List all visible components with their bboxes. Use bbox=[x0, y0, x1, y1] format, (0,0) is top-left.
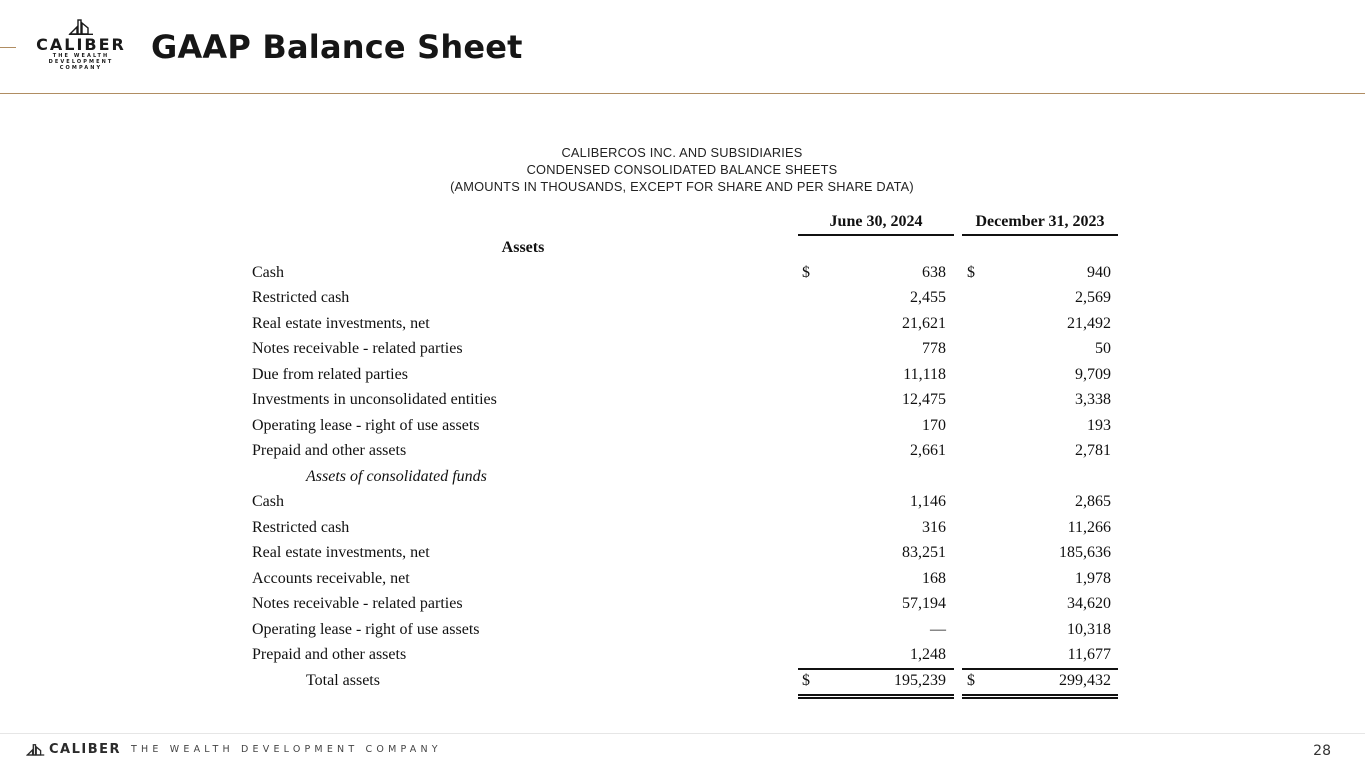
row-label: Cash bbox=[252, 264, 284, 281]
row-value-june-2024: 57,194 bbox=[902, 595, 946, 612]
row-value-june-2024: 1,146 bbox=[910, 493, 946, 510]
row-label: Real estate investments, net bbox=[252, 544, 430, 561]
row-value-june-2024: 778 bbox=[922, 340, 946, 357]
column-header-june-2024: June 30, 2024 bbox=[829, 213, 923, 230]
row-label: Due from related parties bbox=[252, 366, 408, 383]
page-title: GAAP Balance Sheet bbox=[151, 28, 523, 66]
column-header-underline bbox=[798, 234, 954, 236]
row-value-dec-2023: 1,978 bbox=[1075, 570, 1111, 587]
row-value-june-2024: 1,248 bbox=[910, 646, 946, 663]
row-value-dec-2023: 185,636 bbox=[1059, 544, 1111, 561]
row-value-june-2024: 638 bbox=[922, 264, 946, 281]
row-value-dec-2023: 11,677 bbox=[1067, 646, 1111, 663]
row-label: Restricted cash bbox=[252, 289, 350, 306]
total-assets-june-2024: 195,239 bbox=[894, 672, 946, 689]
total-double-rule bbox=[798, 697, 954, 699]
row-value-dec-2023: 940 bbox=[1087, 264, 1111, 281]
total-assets-label: Total assets bbox=[306, 672, 380, 689]
currency-symbol: $ bbox=[967, 672, 975, 689]
currency-symbol: $ bbox=[802, 672, 810, 689]
row-value-june-2024: 12,475 bbox=[902, 391, 946, 408]
row-label: Cash bbox=[252, 493, 284, 510]
row-label: Prepaid and other assets bbox=[252, 646, 407, 663]
row-label: Accounts receivable, net bbox=[252, 570, 410, 587]
row-value-june-2024: 21,621 bbox=[902, 315, 946, 332]
footer-divider bbox=[0, 733, 1365, 734]
footer-tagline: THE WEALTH DEVELOPMENT COMPANY bbox=[131, 744, 442, 755]
row-label: Notes receivable - related parties bbox=[252, 340, 463, 357]
row-value-june-2024: 168 bbox=[922, 570, 946, 587]
total-double-rule bbox=[962, 697, 1118, 699]
footer-logo bbox=[26, 742, 442, 757]
section-title-assets: Assets bbox=[501, 239, 545, 256]
row-value-dec-2023: 2,569 bbox=[1075, 289, 1111, 306]
column-header-underline bbox=[962, 234, 1118, 236]
total-double-rule bbox=[798, 694, 954, 696]
row-label: Restricted cash bbox=[252, 519, 350, 536]
row-value-dec-2023: 2,781 bbox=[1075, 442, 1111, 459]
company-name: CALIBERCOS INC. AND SUBSIDIARIES bbox=[561, 145, 803, 160]
row-label: Prepaid and other assets bbox=[252, 442, 407, 459]
row-value-june-2024: 2,661 bbox=[910, 442, 946, 459]
logo-subtitle-line1: THE WEALTH DEVELOPMENT bbox=[48, 53, 114, 65]
total-assets-dec-2023: 299,432 bbox=[1059, 672, 1111, 689]
column-header-dec-2023: December 31, 2023 bbox=[975, 213, 1105, 230]
row-label: Notes receivable - related parties bbox=[252, 595, 463, 612]
logo-subtitle-line2: COMPANY bbox=[59, 65, 103, 71]
row-label: Real estate investments, net bbox=[252, 315, 430, 332]
currency-symbol: $ bbox=[802, 264, 810, 281]
statement-name: CONDENSED CONSOLIDATED BALANCE SHEETS bbox=[526, 162, 838, 177]
currency-symbol: $ bbox=[967, 264, 975, 281]
page-number: 28 bbox=[1313, 743, 1331, 759]
row-label: Operating lease - right of use assets bbox=[252, 621, 480, 638]
total-double-rule bbox=[962, 694, 1118, 696]
row-value-dec-2023: 21,492 bbox=[1067, 315, 1111, 332]
total-rule bbox=[962, 668, 1118, 670]
row-value-dec-2023: 9,709 bbox=[1075, 366, 1111, 383]
row-value-dec-2023: 3,338 bbox=[1075, 391, 1111, 408]
row-value-dec-2023: 50 bbox=[1095, 340, 1111, 357]
row-value-dec-2023: 34,620 bbox=[1067, 595, 1111, 612]
row-value-dec-2023: 11,266 bbox=[1067, 519, 1111, 536]
footer-wordmark: CALIBER bbox=[49, 742, 122, 757]
statement-units: (AMOUNTS IN THOUSANDS, EXCEPT FOR SHARE AND PER SHARE DATA) bbox=[450, 179, 914, 194]
row-label: Investments in unconsolidated entities bbox=[252, 391, 497, 408]
row-value-dec-2023: 193 bbox=[1087, 417, 1111, 434]
logo-wordmark: CALIBER bbox=[36, 35, 126, 54]
row-value-dec-2023: 10,318 bbox=[1067, 621, 1111, 638]
subsection-title-consolidated-funds: Assets of consolidated funds bbox=[306, 468, 487, 485]
row-value-june-2024: 316 bbox=[922, 519, 946, 536]
total-rule bbox=[798, 668, 954, 670]
row-value-june-2024: 11,118 bbox=[903, 366, 946, 383]
row-value-june-2024: 170 bbox=[922, 417, 946, 434]
row-value-june-2024: 2,455 bbox=[910, 289, 946, 306]
row-value-june-2024: 83,251 bbox=[902, 544, 946, 561]
row-value-june-2024: — bbox=[930, 621, 946, 638]
row-value-dec-2023: 2,865 bbox=[1075, 493, 1111, 510]
caliber-building-icon bbox=[26, 743, 45, 756]
row-label: Operating lease - right of use assets bbox=[252, 417, 480, 434]
